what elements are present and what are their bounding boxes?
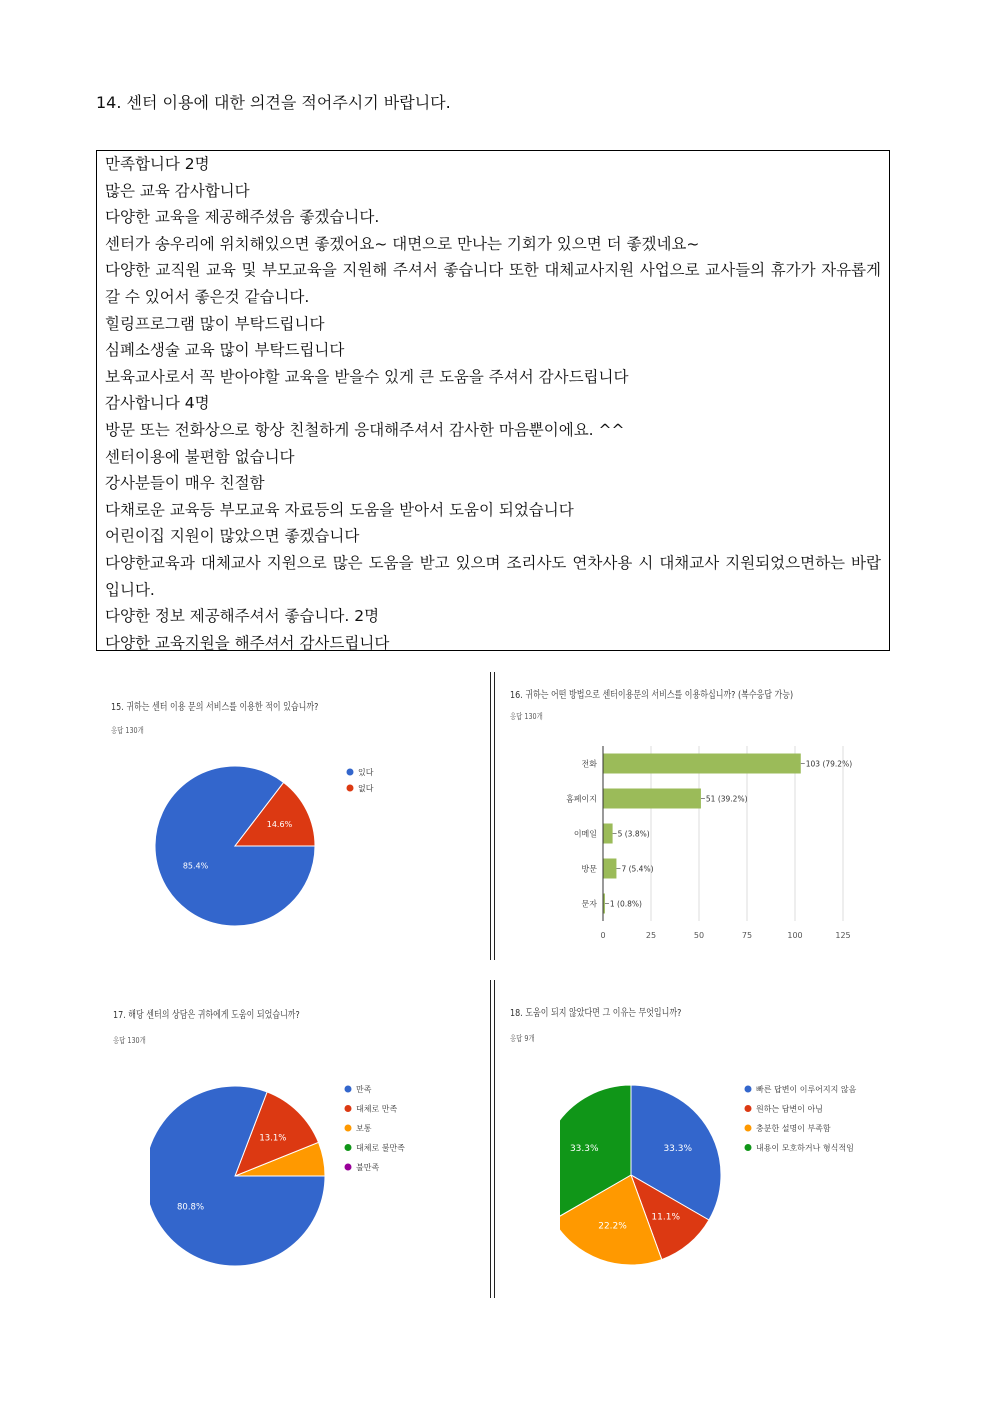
- bar: [603, 824, 613, 844]
- chart17-subtitle: 응답 130개: [113, 1036, 146, 1045]
- chart18-pie: [560, 1085, 721, 1265]
- category-label: 방문: [581, 864, 597, 874]
- chart16-subtitle: 응답 130개: [510, 712, 543, 721]
- legend-swatch: [345, 1125, 352, 1132]
- legend-swatch: [345, 1164, 352, 1171]
- comment-line: 다채로운 교육등 부모교육 자료등의 도움을 받아서 도움이 되었습니다: [105, 500, 574, 519]
- legend-label: 충분한 설명이 부족함: [756, 1124, 831, 1133]
- bar: [603, 859, 616, 879]
- comment-line: 다양한 교육지원을 해주셔서 감사드립니다: [105, 633, 390, 652]
- panel-divider: [494, 980, 495, 1298]
- comment-line: 센터가 송우리에 위치해있으면 좋겠어요~ 대면으로 만나는 기회가 있으면 더 좋겠네요~: [105, 234, 700, 253]
- comment-line: 보육교사로서 꼭 받아야할 교육을 받을수 있게 큰 도움을 주셔서 감사드립니다: [105, 367, 629, 386]
- chart16-bars: [603, 754, 852, 914]
- chart18-svg: [560, 1070, 890, 1280]
- category-label: 전화: [581, 759, 597, 769]
- chart16-axis: [566, 746, 603, 921]
- chart15-title: 15. 귀하는 센터 이용 문의 서비스를 이용한 적이 있습니까?: [111, 702, 319, 713]
- comment-line: 다양한교육과 대체교사 지원으로 많은 도움을 받고 있으며 조리사도 연차사용 시 대채교사 지원되었으면하는 바랍입니다.: [105, 553, 881, 599]
- chart16-title: 16. 귀하는 어떤 방법으로 센터이용문의 서비스를 이용하십니까? (복수응답 가능): [510, 690, 794, 701]
- comment-line: 힐링프로그램 많이 부탁드립니다: [105, 314, 325, 333]
- legend-label: 만족: [356, 1085, 372, 1094]
- category-label: 이메일: [573, 829, 597, 839]
- comment-line: 많은 교육 감사합니다: [105, 181, 250, 200]
- legend-swatch: [347, 769, 354, 776]
- pie-slice-label: 11.1%: [651, 1212, 681, 1223]
- x-tick-label: 125: [835, 931, 851, 940]
- comment-line: 강사분들이 매우 친절함: [105, 474, 265, 493]
- legend-label: 있다: [358, 768, 374, 777]
- legend-label: 대체로 만족: [356, 1104, 398, 1114]
- pie-slice-label: 13.1%: [259, 1133, 287, 1144]
- legend-label: 원하는 답변이 아님: [756, 1104, 823, 1114]
- chart18-subtitle: 응답 9개: [510, 1034, 535, 1043]
- bar: [603, 754, 801, 774]
- legend-swatch: [745, 1125, 752, 1132]
- pie-slice-label: 85.4%: [182, 861, 209, 871]
- chart18-title: 18. 도움이 되지 않았다면 그 이유는 무엇입니까?: [510, 1008, 682, 1019]
- x-tick-label: 100: [787, 931, 803, 940]
- chart17-svg: [150, 1070, 450, 1280]
- bar: [603, 789, 701, 809]
- chart17-pie: [150, 1086, 325, 1266]
- comment-line: 다양한 교직원 교육 및 부모교육을 지원해 주셔서 좋습니다 또한 대체교사지원 사업으로 교사들의 휴가가 자유롭게 갈 수 있어서 좋은것 같습니다.: [105, 261, 881, 306]
- value-label: 5 (3.8%): [617, 829, 650, 839]
- chart16-grid: [600, 746, 853, 940]
- legend-swatch: [345, 1144, 352, 1151]
- value-label: 51 (39.2%): [705, 794, 748, 804]
- comment-line: 만족합니다 2명: [105, 155, 210, 173]
- chart18-legend: [745, 1084, 857, 1153]
- chart17-legend: [345, 1084, 406, 1172]
- value-label: 1 (0.8%): [609, 899, 642, 909]
- comment-line: 감사합니다 4명: [105, 394, 210, 413]
- legend-swatch: [345, 1105, 352, 1112]
- chart16-svg: [540, 740, 870, 940]
- legend-swatch: [745, 1086, 752, 1093]
- legend-label: 내용이 모호하거나 형식적임: [756, 1143, 854, 1153]
- legend-swatch: [745, 1144, 752, 1151]
- comment-line: 심폐소생술 교육 많이 부탁드립니다: [105, 341, 345, 360]
- comment-line: 어린이집 지원이 많았으면 좋겠습니다: [105, 527, 360, 546]
- legend-label: 대체로 불만족: [356, 1143, 405, 1153]
- comment-line: 방문 또는 전화상으로 항상 친철하게 응대해주셔서 감사한 마음뿐이에요. ^^: [105, 420, 625, 439]
- legend-label: 빠른 답변이 이루어지지 않음: [756, 1085, 857, 1094]
- comment-line: 센터이용에 불편함 없습니다: [105, 447, 295, 466]
- legend-label: 보통: [356, 1124, 372, 1133]
- legend-swatch: [745, 1105, 752, 1112]
- legend-swatch: [345, 1086, 352, 1093]
- x-tick-label: 0: [600, 931, 606, 940]
- pie-slice-label: 33.3%: [569, 1144, 599, 1154]
- pie-slice-label: 33.3%: [663, 1144, 693, 1154]
- question-14-heading: 14. 센터 이용에 대한 의견을 적어주시기 바랍니다.: [96, 93, 451, 112]
- panel-divider: [490, 980, 491, 1298]
- x-tick-label: 50: [693, 931, 705, 940]
- chart15-legend: [347, 767, 374, 793]
- chart15-svg: [150, 750, 450, 950]
- panel-divider: [490, 672, 491, 960]
- comments-box: [96, 150, 890, 651]
- category-label: 문자: [581, 899, 597, 909]
- value-label: 7 (5.4%): [621, 864, 654, 874]
- chart15-pie: [155, 766, 315, 926]
- legend-swatch: [347, 785, 354, 792]
- pie-slice-label: 80.8%: [177, 1202, 205, 1213]
- legend-label: 불만족: [356, 1163, 380, 1172]
- chart17-title: 17. 해당 센터의 상담은 귀하에게 도움이 되었습니까?: [113, 1010, 300, 1021]
- x-tick-label: 25: [645, 931, 657, 940]
- comment-line: 다양한 정보 제공해주셔서 좋습니다. 2명: [105, 607, 380, 626]
- panel-divider: [494, 672, 495, 960]
- chart15-subtitle: 응답 130개: [111, 726, 144, 735]
- category-label: 홈페이지: [566, 794, 597, 804]
- x-tick-label: 75: [741, 931, 753, 940]
- comment-line: 다양한 교육을 제공해주셨음 좋겠습니다.: [105, 208, 380, 227]
- legend-label: 없다: [358, 784, 374, 793]
- pie-slice-label: 14.6%: [266, 820, 293, 830]
- pie-slice-label: 22.2%: [598, 1221, 627, 1232]
- value-label: 103 (79.2%): [805, 759, 853, 769]
